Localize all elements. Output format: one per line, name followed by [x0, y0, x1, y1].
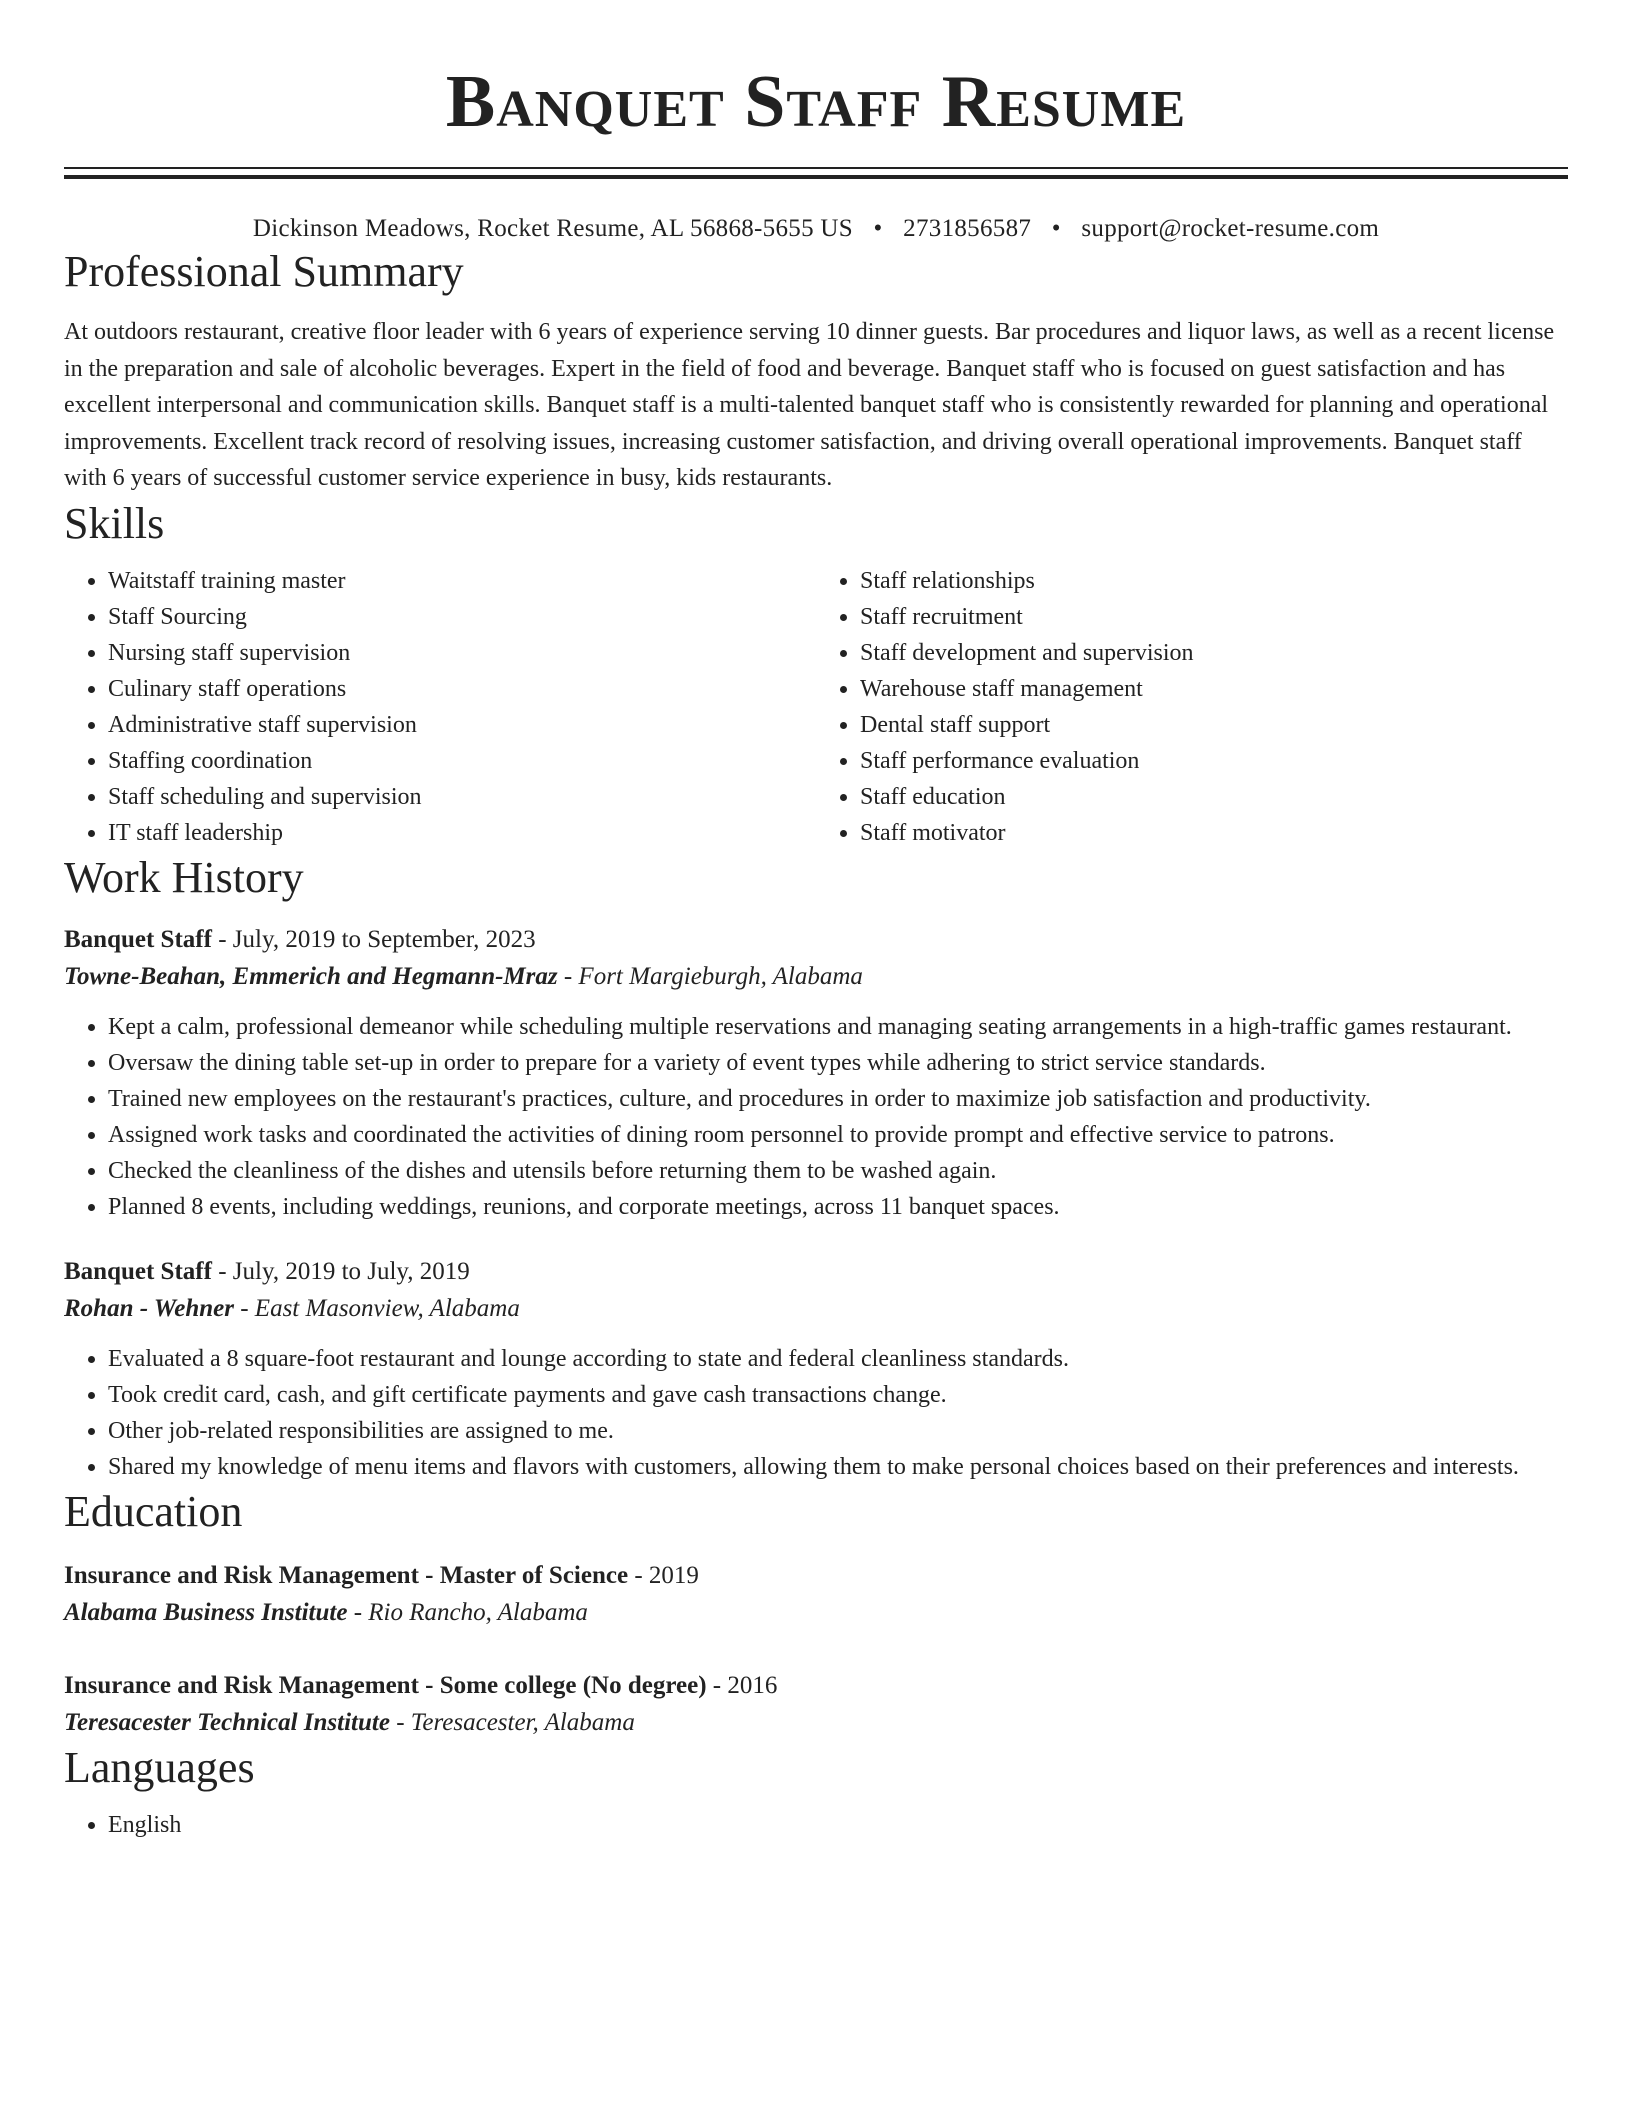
skill-item: • Staff development and supervision: [860, 635, 1568, 671]
job-duty: • Kept a calm, professional demeanor while scheduling multiple reservations and managing seating arrangements in a high-traffic games restaurant.: [108, 1009, 1568, 1045]
skill-item: • Nursing staff supervision: [108, 635, 816, 671]
skill-item: • Staff scheduling and supervision: [108, 779, 816, 815]
section-heading-summary: Professional Summary: [64, 247, 464, 296]
employer-location: - Fort Margieburgh, Alabama: [557, 962, 863, 990]
contact-separator: •: [873, 215, 883, 242]
job-dates: - July, 2019 to July, 2019: [211, 1257, 470, 1285]
job-title-line: [64, 1253, 1568, 1290]
summary-text: At outdoors restaurant, creative floor leader with 6 years of experience serving 10 dinner guests. Bar procedures and liquor laws, as well as a recent license in the preparation and sale of alcoholic beverages. Expert in the field of food and beverage. Banquet staff who is focused on guest satisfaction and has excellent interpersonal and communication skills. Banquet staff is a multi-talented banquet staff who is consistently rewarded for planning and operational improvements. Excellent track record of resolving issues, increasing customer satisfaction, and driving overall operational improvements. Banquet staff with 6 years of successful customer service experience in busy, kids restaurants.: [64, 319, 1555, 491]
contact-line: [64, 213, 1568, 245]
school-line: [64, 1594, 1568, 1631]
section-heading-work-history: Work History: [64, 852, 304, 902]
title-divider-thick: [64, 175, 1568, 179]
skill-item: • Staff motivator: [860, 815, 1568, 851]
education-entry: [64, 1667, 1568, 1741]
degree-year: - 2016: [706, 1671, 778, 1699]
job-duty: • Trained new employees on the restaurant's practices, culture, and procedures in order to maximize job satisfaction and productivity.: [108, 1081, 1568, 1117]
job-duty: • Checked the cleanliness of the dishes and utensils before returning them to be washed again.: [108, 1153, 1568, 1189]
skills-columns: [64, 563, 1568, 851]
section-heading-education: Education: [64, 1486, 243, 1536]
job-duty: • Oversaw the dining table set-up in order to prepare for a variety of event types while adhering to strict service standards.: [108, 1045, 1568, 1081]
section-heading-skills: Skills: [64, 498, 165, 548]
degree-line: [64, 1667, 1568, 1704]
job-duties-list: [64, 1341, 1568, 1485]
degree-name: Insurance and Risk Management - Some college (No degree): [64, 1671, 707, 1699]
employer-line: [64, 1290, 1568, 1327]
job-duty: • Shared my knowledge of menu items and flavors with customers, allowing them to make personal choices based on their preferences and interests.: [108, 1449, 1568, 1485]
title-divider-thin: [64, 167, 1568, 169]
school-name: Teresacester Technical Institute: [64, 1708, 390, 1736]
school-line: [64, 1704, 1568, 1741]
degree-year: - 2019: [628, 1561, 699, 1589]
job-duty: • Planned 8 events, including weddings, reunions, and corporate meetings, across 11 banquet spaces.: [108, 1189, 1568, 1225]
degree-line: [64, 1557, 1568, 1594]
job-title: Banquet Staff: [64, 925, 212, 953]
skills-list-right: [816, 563, 1568, 851]
job-entry: [64, 1253, 1568, 1485]
school-location: - Rio Rancho, Alabama: [347, 1598, 588, 1626]
skill-item: • Administrative staff supervision: [108, 707, 816, 743]
job-duty: • Assigned work tasks and coordinated the activities of dining room personnel to provide prompt and effective service to patrons.: [108, 1117, 1568, 1153]
employer-name: Rohan - Wehner: [64, 1294, 234, 1322]
job-duty: • Took credit card, cash, and gift certificate payments and gave cash transactions change.: [108, 1377, 1568, 1413]
education-entry: [64, 1557, 1568, 1631]
skill-item: • Staff performance evaluation: [860, 743, 1568, 779]
degree-name: Insurance and Risk Management - Master of Science: [64, 1561, 629, 1589]
skill-item: • Staff education: [860, 779, 1568, 815]
resume-title: Banquet Staff Resume: [445, 61, 1187, 143]
skill-item: • Dental staff support: [860, 707, 1568, 743]
contact-phone: 2731856587: [903, 215, 1032, 242]
contact-email: support@rocket-resume.com: [1081, 215, 1380, 242]
job-duty: • Other job-related responsibilities are assigned to me.: [108, 1413, 1568, 1449]
employer-location: - East Masonview, Alabama: [233, 1294, 520, 1322]
job-duties-list: [64, 1009, 1568, 1225]
skill-item: • Waitstaff training master: [108, 563, 816, 599]
employer-name: Towne-Beahan, Emmerich and Hegmann-Mraz: [64, 962, 558, 990]
languages-list: [64, 1807, 1568, 1843]
skill-item: • Staff Sourcing: [108, 599, 816, 635]
language-item: • English: [108, 1807, 1568, 1843]
skill-item: • Warehouse staff management: [860, 671, 1568, 707]
job-title: Banquet Staff: [64, 1257, 212, 1285]
section-heading-languages: Languages: [64, 1742, 255, 1792]
school-location: - Teresacester, Alabama: [389, 1708, 635, 1736]
job-title-line: [64, 921, 1568, 958]
job-dates: - July, 2019 to September, 2023: [211, 925, 536, 953]
skill-item: • Staff recruitment: [860, 599, 1568, 635]
school-name: Alabama Business Institute: [64, 1598, 348, 1626]
skill-item: • IT staff leadership: [108, 815, 816, 851]
skills-list-left: [64, 563, 816, 851]
skill-item: • Culinary staff operations: [108, 671, 816, 707]
skill-item: • Staffing coordination: [108, 743, 816, 779]
employer-line: [64, 958, 1568, 995]
contact-address: Dickinson Meadows, Rocket Resume, AL 56868-5655 US: [252, 215, 853, 242]
contact-separator: •: [1051, 215, 1061, 242]
skill-item: • Staff relationships: [860, 563, 1568, 599]
job-duty: • Evaluated a 8 square-foot restaurant and lounge according to state and federal cleanliness standards.: [108, 1341, 1568, 1377]
job-entry: [64, 921, 1568, 1225]
